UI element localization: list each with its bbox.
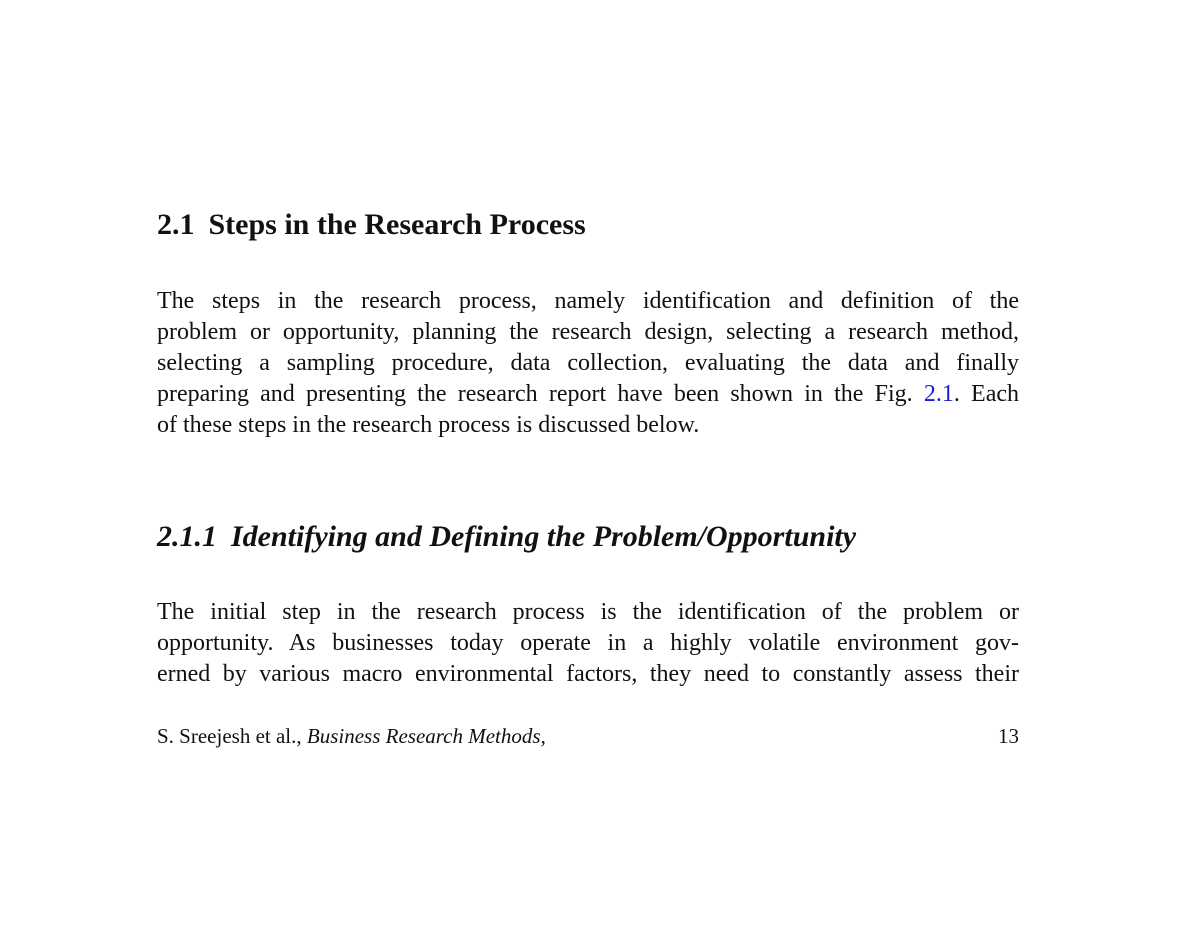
footer-citation: [157, 722, 546, 750]
paragraph-line-with-figure-ref: [157, 379, 1019, 410]
paragraph-line: selecting a sampling procedure, data collection, evaluating the data and finally: [157, 350, 1019, 376]
page-footer: [157, 722, 1019, 750]
paragraph-steps: [157, 286, 1019, 441]
paragraph-line: of these steps in the research process is discussed below.: [157, 412, 700, 438]
page-number: 13: [998, 724, 1019, 748]
line-text: . Each: [953, 381, 1019, 407]
section-heading: [157, 205, 586, 245]
footer-trailing: ,: [540, 724, 546, 748]
paragraph-identifying: [157, 597, 1019, 690]
paragraph-line: The steps in the research process, namely identification and definition of the: [157, 288, 1019, 314]
paragraph-line: erned by various macro environmental factors, they need to constantly assess their: [157, 661, 1019, 687]
paragraph-line: The initial step in the research process is the identification of the problem or: [157, 599, 1019, 625]
footer-book-title: Business Research Methods: [306, 724, 541, 748]
paragraph-line: opportunity. As businesses today operate in a highly volatile environment gov-: [157, 630, 1019, 656]
section-number: 2.1: [157, 208, 195, 241]
figure-reference-link[interactable]: 2.1: [923, 381, 954, 407]
subsection-title: Identifying and Defining the Problem/Opportunity: [231, 520, 857, 553]
section-title: Steps in the Research Process: [208, 208, 586, 241]
subsection-number: 2.1.1: [157, 520, 217, 553]
paragraph-line: problem or opportunity, planning the research design, selecting a research method,: [157, 319, 1019, 345]
page: [157, 0, 1019, 927]
footer-authors: S. Sreejesh et al.,: [157, 724, 307, 748]
subsection-heading: [157, 517, 856, 557]
line-text: preparing and presenting the research report have been shown in the Fig.: [157, 381, 924, 407]
